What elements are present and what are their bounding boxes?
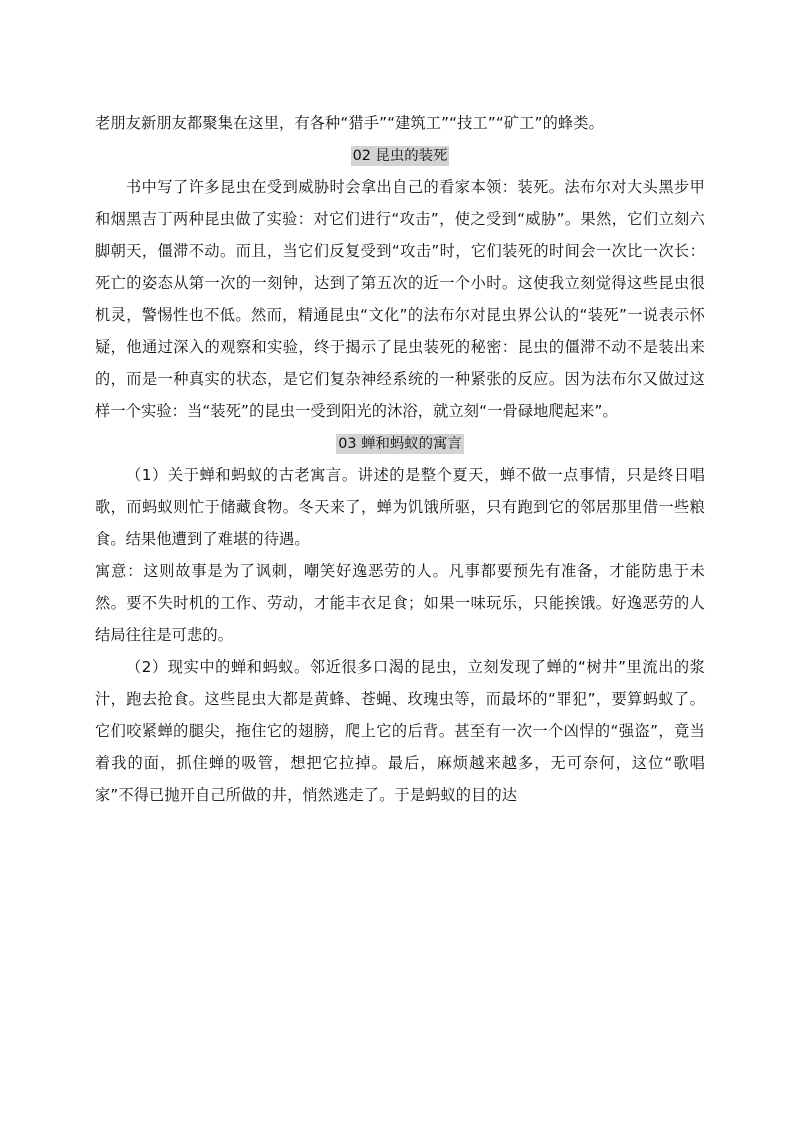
section-heading-row [95, 427, 705, 459]
paragraph-reality: （2）现实中的蝉和蚂蚁。邻近很多口渴的昆虫，立刻发现了蝉的“树井”里流出的浆汁，跑去抢食。这些昆虫大都是黄蜂、苍蝇、玫瑰虫等，而最坏的“罪犯”，要算蚂蚁了。它们咬紧蝉的腿尖，拖住它的翅膀，爬上它的后背。甚至有一次一个凶悍的“强盗”，竟当着我的面，抓住蝉的吸管，想把它拉掉。最后，麻烦越来越多，无可奈何，这位“歌唱家”不得已抛开自己所做的井，悄然逃走了。于是蚂蚁的目的达 [95, 658, 705, 804]
document-body [95, 107, 705, 811]
paragraph-continuation: 老朋友新朋友都聚集在这里，有各种“猎手”“建筑工”“技工”“矿工”的蜂类。 [95, 114, 604, 132]
section-heading-02: 02 昆虫的装死 [352, 147, 448, 164]
section-heading-03: 03 蝉和蚂蚁的寓言 [338, 435, 462, 452]
paragraph-feigning-death: 书中写了许多昆虫在受到威胁时会拿出自己的看家本领：装死。法布尔对大头黑步甲和烟黑吉丁两种昆虫做了实验：对它们进行“攻击”，使之受到“威胁”。果然，它们立刻六脚朝天，僵滞不动。而且，当它们反复受到“攻击”时，它们装死的时间会一次比一次长：死亡的姿态从第一次的一刻钟，达到了第五次的近一个小时。这使我立刻觉得这些昆虫很机灵，警惕性也不低。然而，精通昆虫“文化”的法布尔对昆虫界公认的“装死”一说表示怀疑，他通过深入的观察和实验，终于揭示了昆虫装死的秘密：昆虫的僵滞不动不是装出来的，而是一种真实的状态，是它们复杂神经系统的一种紧张的反应。因为法布尔又做过这样一个实验：当“装死”的昆虫一受到阳光的沐浴，就立刻“一骨碌地爬起来”。 [95, 178, 705, 420]
paragraph-fable: （1）关于蝉和蚂蚁的古老寓言。讲述的是整个夏天，蝉不做一点事情，只是终日唱歌，而蚂蚁则忙于储藏食物。冬天来了，蝉为饥饿所驱，只有跑到它的邻居那里借一些粮食。结果他遭到了难堪的待遇。 [95, 466, 705, 548]
paragraph-moral: 寓意：这则故事是为了讽刺，嘲笑好逸恶劳的人。凡事都要预先有准备，才能防患于未然。要不失时机的工作、劳动，才能丰衣足食；如果一味玩乐，只能挨饿。好逸恶劳的人结局往往是可悲的。 [95, 562, 705, 644]
section-heading-row [95, 139, 705, 171]
